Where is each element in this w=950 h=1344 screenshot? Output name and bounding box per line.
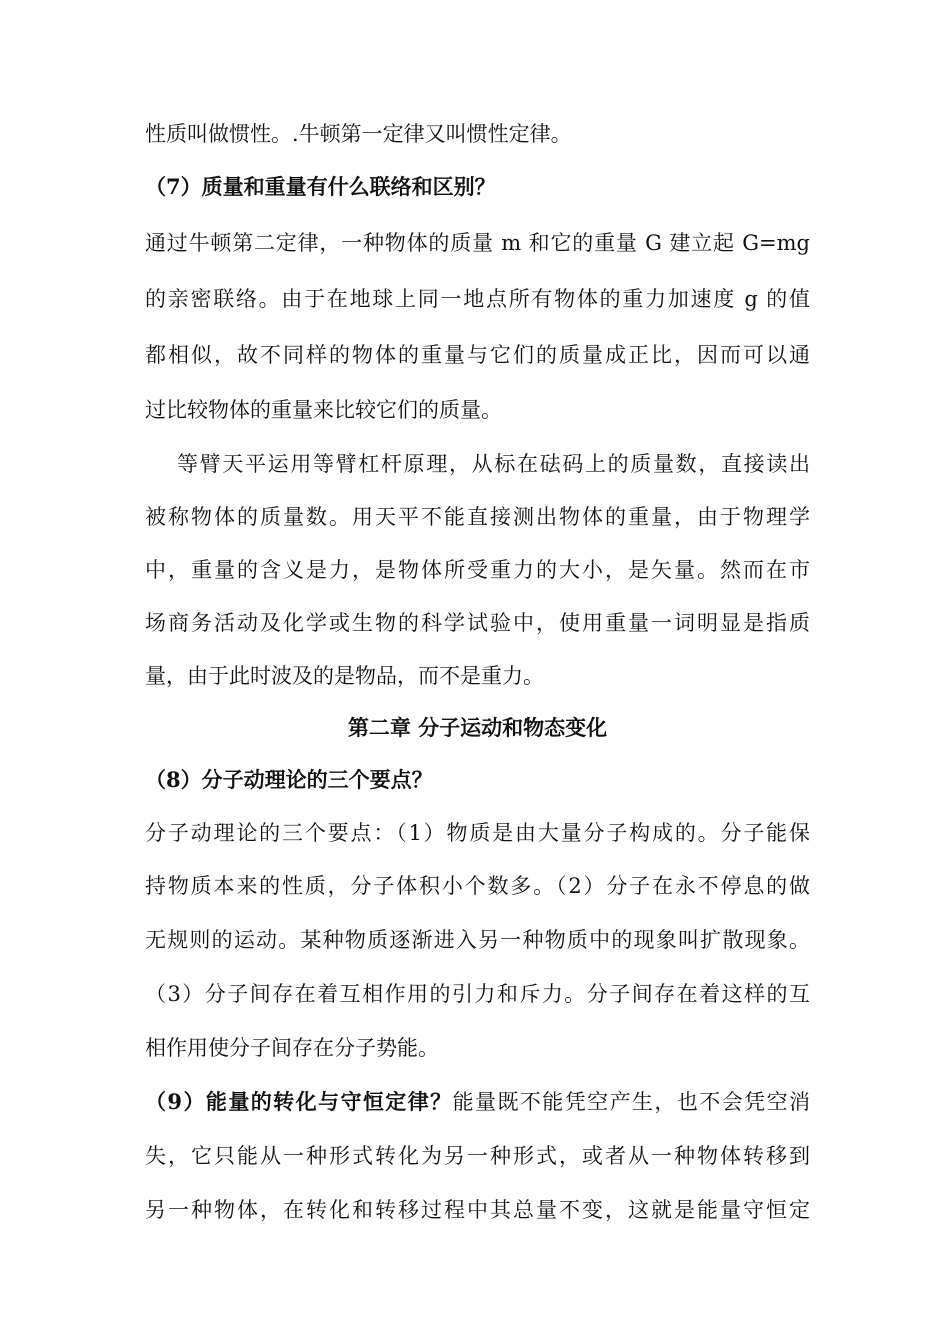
question-heading: （9）能量的转化与守恒定律？: [145, 1089, 453, 1114]
paragraph-line: [145, 1087, 810, 1117]
paragraph-line: 等臂天平运用等臂杠杆原理，从标在砝码上的质量数，直接读出: [177, 452, 810, 476]
paragraph-line: 过比较物体的重量来比较它们的质量。: [145, 398, 502, 422]
question-heading: （8）分子动理论的三个要点？: [145, 767, 433, 792]
paragraph-line: 无规则的运动。某种物质逐渐进入另一种物质中的现象叫扩散现象。: [145, 928, 810, 952]
paragraph-line: 相作用使分子间存在分子势能。: [145, 1036, 439, 1060]
question-heading: （7）质量和重量有什么联络和区别？: [145, 174, 496, 199]
paragraph-line: （3）分子间存在着互相作用的引力和斥力。分子间存在着这样的互: [145, 982, 810, 1006]
paragraph-line: 失，它只能从一种形式转化为另一种形式，或者从一种物体转移到: [145, 1144, 810, 1168]
paragraph-text: 能量既不能凭空产生，也不会凭空消: [452, 1090, 810, 1114]
paragraph-line: 场商务活动及化学或生物的科学试验中，使用重量一词明显是指质: [145, 611, 810, 635]
paragraph-line: 持物质本来的性质，分子体积小个数多。（2）分子在永不停息的做: [145, 874, 810, 898]
paragraph-line: 另一种物体，在转化和转移过程中其总量不变，这就是能量守恒定: [145, 1198, 810, 1222]
paragraph-line: 通过牛顿第二定律，一种物体的质量 m 和它的重量 G 建立起 G=mg: [145, 231, 810, 255]
chapter-title: 第二章 分子运动和物态变化: [347, 715, 608, 740]
paragraph-line: 性质叫做惯性。.牛顿第一定律又叫惯性定律。: [145, 122, 572, 146]
paragraph-line: 的亲密联络。由于在地球上同一地点所有物体的重力加速度 g 的值: [145, 287, 810, 311]
paragraph-line: 量，由于此时波及的是物品，而不是重力。: [145, 664, 544, 688]
paragraph-line: 中，重量的含义是力，是物体所受重力的大小，是矢量。然而在市: [145, 558, 810, 582]
paragraph-line: 分子动理论的三个要点：（1）物质是由大量分子构成的。分子能保: [145, 821, 810, 845]
paragraph-line: 被称物体的质量数。用天平不能直接测出物体的重量，由于物理学: [145, 505, 810, 529]
paragraph-line: 都相似，故不同样的物体的重量与它们的质量成正比，因而可以通: [145, 343, 810, 367]
